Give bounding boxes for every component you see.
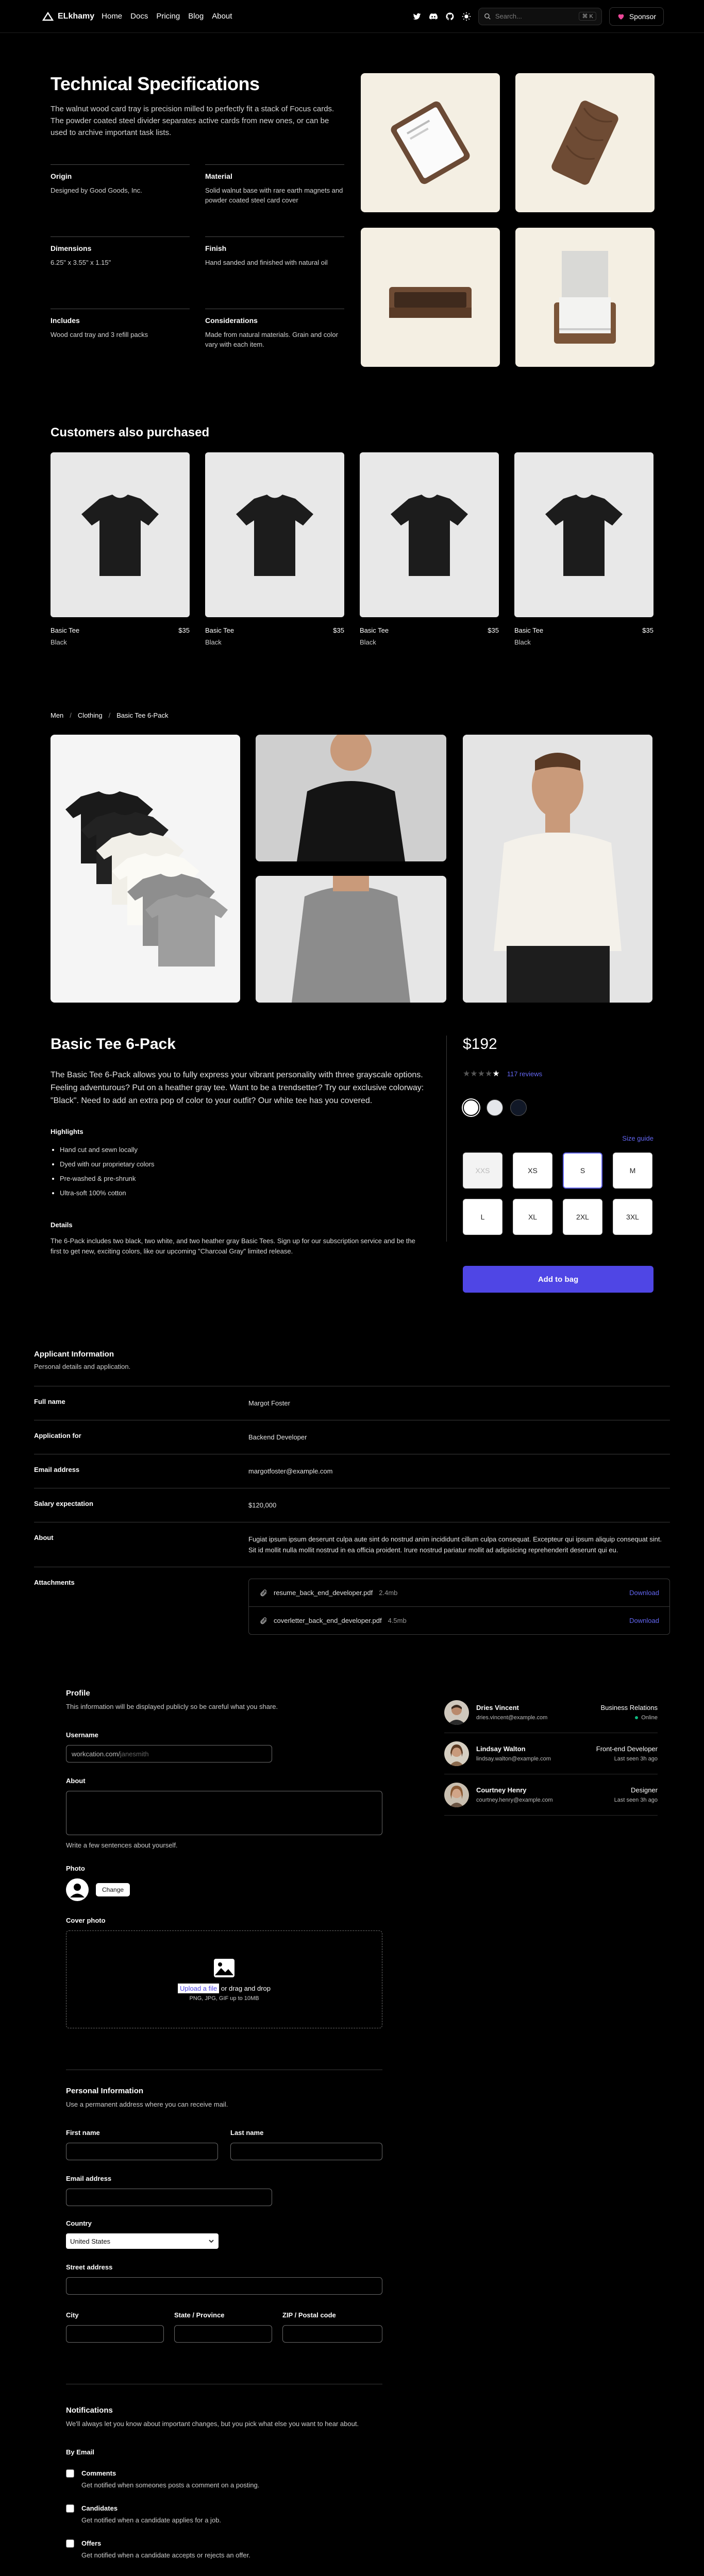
spec-desc: Wood card tray and 3 refill packs [51, 331, 148, 338]
discord-icon[interactable] [429, 12, 438, 21]
open-tray-image [361, 228, 500, 367]
option-label: Offers [81, 2539, 102, 2547]
product-image [51, 452, 190, 617]
about-hint: Write a few sentences about yourself. [66, 1841, 178, 1849]
spec-item [205, 164, 344, 236]
personal-info-title: Personal Information [66, 2087, 144, 2095]
product-card[interactable] [51, 452, 190, 646]
product-card[interactable] [360, 452, 499, 646]
person-status: Last seen 3h ago [614, 1756, 658, 1762]
people-list [444, 1692, 658, 1816]
product-price: $35 [333, 626, 344, 634]
person-email: courtney.henry@example.com [476, 1797, 553, 1803]
reviews-link[interactable]: 117 reviews [507, 1070, 543, 1078]
heart-icon [617, 12, 625, 21]
last-name-label: Last name [230, 2129, 264, 2137]
product-name: Basic Tee [205, 626, 234, 634]
spec-term: Origin [51, 172, 72, 180]
nav-link-about[interactable]: About [212, 12, 232, 21]
product-card[interactable] [514, 452, 653, 646]
person-row[interactable] [444, 1733, 658, 1774]
spec-term: Considerations [205, 316, 258, 325]
person-row[interactable] [444, 1692, 658, 1733]
product-image [514, 452, 653, 617]
product-price: $192 [463, 1036, 497, 1053]
spec-desc: Designed by Good Goods, Inc. [51, 187, 142, 194]
detail-key: Salary expectation [34, 1500, 93, 1507]
detail-row [34, 1386, 670, 1420]
option-label: Candidates [81, 2504, 118, 2512]
detail-row [34, 1522, 670, 1567]
first-name-input[interactable] [66, 2143, 218, 2160]
search-shortcut: ⌘ K [579, 12, 596, 21]
applicant-information [34, 1350, 670, 1646]
email-input[interactable] [66, 2189, 272, 2206]
detail-row [34, 1420, 670, 1454]
star-icon: ★ [470, 1070, 478, 1078]
spec-desc: Hand sanded and finished with natural oil [205, 259, 328, 266]
size-option[interactable]: XL [513, 1199, 552, 1235]
card-stack-image [515, 228, 655, 367]
brand-name: ELkhamy [58, 11, 95, 21]
spec-term: Includes [51, 316, 80, 325]
nav-link-pricing[interactable]: Pricing [156, 12, 180, 21]
size-option-selected[interactable]: S [563, 1153, 602, 1189]
highlight-item: • Dyed with our proprietary colors [60, 1157, 653, 1172]
attachment-size: 4.5mb [388, 1617, 407, 1624]
spec-term: Material [205, 172, 232, 180]
six-pack-image [51, 735, 240, 1003]
notify-option-candidates[interactable] [66, 2504, 382, 2524]
spec-item [205, 236, 344, 309]
offers-checkbox[interactable] [66, 2539, 74, 2548]
size-option[interactable]: XS [513, 1153, 552, 1189]
spec-item [51, 236, 190, 309]
avatar [444, 1783, 469, 1807]
breadcrumb [51, 711, 168, 719]
details-title: Details [51, 1221, 73, 1229]
star-rating [463, 1069, 500, 1079]
product-name: Basic Tee [514, 626, 544, 634]
paperclip-icon [259, 1617, 267, 1625]
about-label: About [66, 1777, 86, 1785]
about-textarea[interactable] [66, 1791, 382, 1835]
spec-term: Finish [205, 244, 227, 252]
product-color: Black [360, 638, 376, 646]
spec-desc: Solid walnut base with rare earth magnets and powder coated steel card cover [205, 187, 343, 204]
detail-key: Application for [34, 1432, 81, 1439]
option-desc: Get notified when someones posts a comment on a posting. [81, 2481, 260, 2489]
username-prefix: workcation.com/ [72, 1750, 120, 1758]
applicant-title: Applicant Information [34, 1350, 114, 1359]
detail-key: About [34, 1534, 54, 1541]
detail-value: Margot Foster [248, 1399, 290, 1407]
top-nav [0, 0, 704, 33]
highlight-item: • Hand cut and sewn locally [60, 1143, 653, 1157]
download-link[interactable]: Download [629, 1617, 659, 1624]
spec-desc: Made from natural materials. Grain and color vary with each item. [205, 331, 338, 348]
product-color: Black [51, 638, 67, 646]
size-guide-link[interactable]: Size guide [622, 1134, 653, 1142]
upload-file-link[interactable]: Upload a file [178, 1984, 219, 1993]
buy-panel [463, 1036, 653, 1293]
person-row[interactable] [444, 1774, 658, 1816]
attachment-size: 2.4mb [379, 1589, 398, 1597]
product-price: $35 [178, 626, 190, 634]
notifications-title: Notifications [66, 2406, 113, 2415]
attachment-name: coverletter_back_end_developer.pdf [274, 1617, 382, 1624]
zip-label: ZIP / Postal code [282, 2311, 336, 2319]
star-icon: ★ [463, 1070, 471, 1078]
photo-label: Photo [66, 1865, 85, 1872]
color-picker [463, 1099, 653, 1116]
detail-row-attachments [34, 1567, 670, 1646]
cover-photo-label: Cover photo [66, 1917, 106, 1924]
product-name: Basic Tee [51, 626, 80, 634]
specs-lead: The walnut wood card tray is precision milled to perfectly fit a stack of Focus cards. The powder coated steel divider separates active cards from new ones, or can be used to archive important task lists. [51, 105, 334, 137]
color-swatch-gray[interactable] [487, 1099, 503, 1116]
product-price: $35 [642, 626, 653, 634]
size-option[interactable]: 2XL [563, 1199, 602, 1235]
model-gray-tee-image [256, 876, 446, 1003]
logo-icon [42, 12, 54, 21]
avatar [444, 1700, 469, 1725]
street-input[interactable] [66, 2277, 382, 2295]
search-icon [484, 13, 491, 20]
person-name: Dries Vincent [476, 1704, 519, 1711]
option-label: Comments [81, 2469, 116, 2477]
spec-item [51, 164, 190, 236]
product-image [360, 452, 499, 617]
breadcrumb-men[interactable]: Men [51, 711, 64, 719]
zip-input[interactable] [282, 2325, 382, 2343]
notify-option-comments[interactable] [66, 2469, 382, 2489]
chevron-down-icon [208, 2238, 214, 2244]
detail-key: Full name [34, 1398, 65, 1405]
highlight-item: • Pre-washed & pre-shrunk [60, 1172, 653, 1186]
nav-link-blog[interactable]: Blog [188, 12, 204, 21]
user-avatar-icon [66, 1878, 89, 1901]
product-name: Basic Tee [360, 626, 389, 634]
candidates-checkbox[interactable] [66, 2504, 74, 2513]
specs-title: Technical Specifications [51, 73, 260, 94]
breadcrumb-separator: / [108, 711, 111, 719]
notifications-subtitle: We'll always let you know about important changes, but you pick what else you want to hear about. [66, 2420, 359, 2428]
twitter-icon[interactable] [412, 12, 422, 21]
person-role: Designer [630, 1786, 658, 1794]
highlights-title: Highlights [51, 1128, 83, 1136]
detail-key: Email address [34, 1466, 80, 1473]
detail-value: Backend Developer [248, 1433, 307, 1441]
color-swatch-black[interactable] [510, 1099, 527, 1116]
comments-checkbox[interactable] [66, 2469, 74, 2478]
email-label: Email address [66, 2175, 112, 2182]
image-icon [213, 1958, 236, 1978]
person-role: Business Relations [600, 1704, 658, 1711]
person-email: dries.vincent@example.com [476, 1715, 548, 1721]
customers-also-purchased [51, 426, 653, 646]
person-status: Last seen 3h ago [614, 1797, 658, 1803]
country-value: United States [70, 2237, 111, 2245]
first-name-label: First name [66, 2129, 100, 2137]
size-option[interactable]: M [613, 1153, 652, 1189]
personal-info-subtitle: Use a permanent address where you can receive mail. [66, 2100, 228, 2108]
star-icon: ★ [492, 1070, 500, 1078]
sponsor-label: Sponsor [629, 12, 656, 21]
breadcrumb-clothing[interactable]: Clothing [77, 711, 103, 719]
spec-item [205, 309, 344, 381]
online-dot-icon [635, 1716, 638, 1719]
paperclip-icon [259, 1589, 267, 1597]
size-picker [463, 1153, 653, 1235]
breadcrumb-separator: / [70, 711, 72, 719]
search-placeholder: Search... [495, 12, 522, 20]
details-text: The 6-Pack includes two black, two white, and two heather gray Basic Tees. Sign up for our subscription service and be the first to get new, exciting colors, like our upcoming "Charcoal Gray" limited release. [51, 1237, 415, 1255]
add-to-bag-button[interactable]: Add to bag [463, 1266, 653, 1293]
theme-toggle-icon[interactable] [462, 12, 471, 21]
detail-key: Attachments [34, 1579, 75, 1586]
file-types-text: PNG, JPG, GIF up to 10MB [189, 1995, 259, 2002]
star-icon: ★ [477, 1070, 485, 1078]
walnut-tray-image [515, 73, 655, 212]
spec-desc: 6.25" x 3.55" x 1.15" [51, 259, 111, 266]
drag-drop-text: or drag and drop [221, 1984, 271, 1992]
breadcrumb-current[interactable]: Basic Tee 6-Pack [116, 711, 169, 719]
profile-title: Profile [66, 1689, 90, 1698]
city-input[interactable] [66, 2325, 164, 2343]
street-label: Street address [66, 2263, 113, 2271]
notify-option-offers[interactable] [66, 2539, 382, 2559]
product-title: Basic Tee 6-Pack [51, 1036, 176, 1053]
attachment-row [249, 1579, 669, 1606]
nav-link-home[interactable]: Home [102, 12, 123, 21]
technical-specs-section [51, 73, 655, 381]
cover-photo-dropzone[interactable] [66, 1930, 382, 2028]
attachment-name: resume_back_end_developer.pdf [274, 1589, 373, 1597]
profile-subtitle: This information will be displayed publicly so be careful what you share. [66, 1703, 278, 1710]
size-option[interactable]: L [463, 1199, 502, 1235]
product-details [51, 1036, 653, 1284]
spec-term: Dimensions [51, 244, 92, 252]
detail-value: Fugiat ipsum ipsum deserunt culpa aute sint do nostrud anim incididunt cillum culpa consequat. Excepteur qui ipsum aliquip consequat sint. Sit id mollit nulla mollit nostrud in ea officia proident. Irure nostrud pariatur mollit ad adipisicing reprehenderit deserunt qui eu. [248, 1535, 662, 1554]
username-input[interactable] [66, 1745, 272, 1762]
product-image [205, 452, 344, 617]
country-select[interactable] [66, 2233, 219, 2249]
person-name: Courtney Henry [476, 1786, 527, 1794]
detail-row [34, 1488, 670, 1522]
product-color: Black [514, 638, 531, 646]
city-label: City [66, 2311, 79, 2319]
person-email: lindsay.walton@example.com [476, 1756, 551, 1762]
color-swatch-white[interactable] [463, 1099, 479, 1116]
specs-gallery [361, 73, 655, 367]
product-description: The Basic Tee 6-Pack allows you to fully express your vibrant personality with three grayscale options. Feeling adventurous? Put on a heather gray tee. Want to be a trendsetter? Try our exclusive colorway: "Black". Need to add an extra pop of color to your outfit? Our white tee has you covered. [51, 1071, 424, 1105]
rating [463, 1069, 653, 1079]
product-price: $35 [488, 626, 499, 634]
change-photo-button[interactable]: Change [96, 1883, 130, 1896]
option-desc: Get notified when a candidate accepts or rejects an offer. [81, 2551, 250, 2559]
username-label: Username [66, 1731, 98, 1739]
option-desc: Get notified when a candidate applies for a job. [81, 2516, 222, 2524]
person-status: Online [641, 1715, 658, 1721]
country-label: Country [66, 2219, 92, 2227]
model-black-tee-image [256, 735, 446, 861]
person-name: Lindsay Walton [476, 1745, 526, 1753]
detail-value: margotfoster@example.com [248, 1467, 333, 1475]
model-white-tee-image [463, 735, 652, 1003]
settings-form [66, 1689, 382, 2576]
avatar [444, 1741, 469, 1766]
product-card[interactable] [205, 452, 344, 646]
divider [446, 1036, 447, 1242]
spec-item [51, 309, 190, 381]
attachment-row [249, 1606, 669, 1634]
size-option[interactable]: 3XL [613, 1199, 652, 1235]
username-placeholder: janesmith [120, 1750, 149, 1758]
github-icon[interactable] [445, 12, 455, 21]
person-role: Front-end Developer [596, 1745, 658, 1753]
section-title: Customers also purchased [51, 426, 210, 439]
state-input[interactable] [174, 2325, 272, 2343]
sponsor-button[interactable] [609, 7, 664, 26]
brand-logo[interactable] [42, 12, 94, 21]
last-name-input[interactable] [230, 2143, 382, 2160]
star-icon: ★ [485, 1070, 493, 1078]
by-email-label: By Email [66, 2448, 94, 2456]
state-label: State / Province [174, 2311, 225, 2319]
attachments-list [248, 1579, 670, 1635]
nav-link-docs[interactable]: Docs [130, 12, 148, 21]
detail-row [34, 1454, 670, 1488]
search-input[interactable] [478, 8, 602, 25]
detail-value: $120,000 [248, 1501, 277, 1509]
size-option[interactable]: XXS [463, 1153, 502, 1189]
card-tray-image [361, 73, 500, 212]
highlight-item: • Ultra-soft 100% cotton [60, 1186, 653, 1200]
applicant-subtitle: Personal details and application. [34, 1363, 131, 1370]
product-color: Black [205, 638, 222, 646]
download-link[interactable]: Download [629, 1589, 659, 1597]
